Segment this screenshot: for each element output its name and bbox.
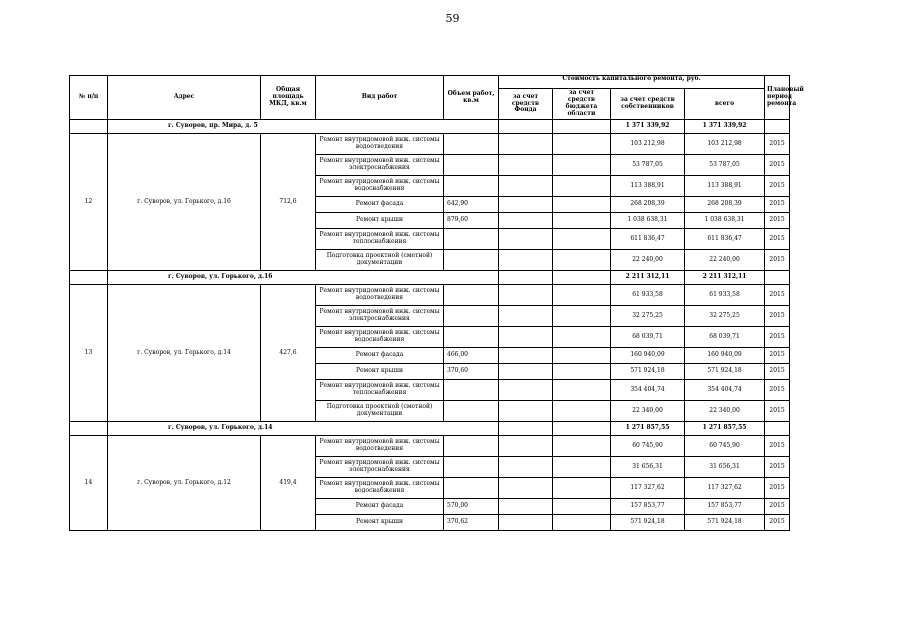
total-cost: 160 940,09	[685, 348, 765, 364]
work-type: Ремонт внутридомовой инж. системы водоотведения	[316, 134, 444, 155]
plan-period: 2015	[765, 515, 790, 531]
budget-cell	[553, 436, 611, 457]
row-area: 419,4	[261, 436, 316, 531]
work-type: Подготовка проектной (сметной) документации	[316, 250, 444, 271]
total-owners: 1 371 339,92	[611, 120, 685, 134]
capital-repair-table	[69, 75, 804, 531]
work-volume: 570,00	[444, 499, 499, 515]
table-row	[70, 134, 790, 155]
header-total: всего	[685, 89, 765, 120]
fund-cell	[499, 499, 553, 515]
owners-cost: 1 038 638,31	[611, 213, 685, 229]
work-volume	[444, 134, 499, 155]
work-volume	[444, 306, 499, 327]
fund-cell	[499, 478, 553, 499]
work-volume: 642,90	[444, 197, 499, 213]
work-type: Ремонт внутридомовой инж. системы водоотведения	[316, 285, 444, 306]
plan-period: 2015	[765, 327, 790, 348]
work-volume	[444, 457, 499, 478]
budget-cell	[553, 457, 611, 478]
fund-cell	[499, 155, 553, 176]
work-type: Ремонт внутридомовой инж. системы теплоснабжения	[316, 380, 444, 401]
owners-cost: 32 275,25	[611, 306, 685, 327]
owners-cost: 571 924,18	[611, 364, 685, 380]
row-area: 427,6	[261, 285, 316, 422]
budget-cell	[553, 348, 611, 364]
header-budget: за счет средств бюджета области	[553, 89, 611, 120]
fund-cell	[499, 229, 553, 250]
plan-period: 2015	[765, 436, 790, 457]
work-type: Ремонт внутридомовой инж. системы электроснабжения	[316, 457, 444, 478]
work-type: Ремонт крыши	[316, 515, 444, 531]
work-type: Ремонт фасада	[316, 499, 444, 515]
owners-cost: 160 940,09	[611, 348, 685, 364]
budget-cell	[553, 197, 611, 213]
header-no: № п/п	[70, 76, 108, 120]
total-cost: 571 924,18	[685, 515, 765, 531]
work-volume: 466,00	[444, 348, 499, 364]
owners-cost: 571 924,18	[611, 515, 685, 531]
budget-cell	[553, 306, 611, 327]
budget-cell	[553, 155, 611, 176]
fund-cell	[499, 401, 553, 422]
budget-cell	[553, 285, 611, 306]
plan-period: 2015	[765, 197, 790, 213]
fund-cell	[499, 436, 553, 457]
owners-cost: 61 933,58	[611, 285, 685, 306]
fund-cell	[499, 380, 553, 401]
work-volume: 370,62	[444, 515, 499, 531]
plan-period: 2015	[765, 478, 790, 499]
budget-cell	[553, 229, 611, 250]
work-type: Ремонт внутридомовой инж. системы электроснабжения	[316, 306, 444, 327]
owners-cost: 60 745,90	[611, 436, 685, 457]
work-type: Ремонт внутридомовой инж. системы водоснабжения	[316, 327, 444, 348]
work-volume	[444, 229, 499, 250]
plan-period: 2015	[765, 213, 790, 229]
total-row	[70, 422, 790, 436]
work-volume	[444, 155, 499, 176]
fund-cell	[499, 515, 553, 531]
total-cost: 31 656,31	[685, 457, 765, 478]
owners-cost: 268 208,39	[611, 197, 685, 213]
work-type: Ремонт фасада	[316, 348, 444, 364]
total-owners: 1 271 857,55	[611, 422, 685, 436]
budget-cell	[553, 515, 611, 531]
work-volume: 370,60	[444, 364, 499, 380]
total-cost: 68 039,71	[685, 327, 765, 348]
fund-cell	[499, 176, 553, 197]
table-row	[70, 285, 790, 306]
work-type: Ремонт крыши	[316, 213, 444, 229]
owners-cost: 117 327,62	[611, 478, 685, 499]
fund-cell	[499, 327, 553, 348]
work-type: Ремонт внутридомовой инж. системы водоотведения	[316, 436, 444, 457]
budget-cell	[553, 213, 611, 229]
header-work: Вид работ	[316, 76, 444, 120]
header-cost: Стоимость капитального ремонта, руб.	[499, 76, 765, 89]
total-cost: 32 275,25	[685, 306, 765, 327]
page-number: 59	[445, 12, 460, 25]
total-cost: 22 340,00	[685, 401, 765, 422]
total-cost: 22 240,00	[685, 250, 765, 271]
owners-cost: 611 836,47	[611, 229, 685, 250]
total-row	[70, 271, 790, 285]
fund-cell	[499, 457, 553, 478]
total-cost: 117 327,62	[685, 478, 765, 499]
work-type: Ремонт внутридомовой инж. системы водоснабжения	[316, 176, 444, 197]
total-address: г. Суворов, ул. Горького, д.16	[108, 271, 499, 285]
work-volume	[444, 478, 499, 499]
owners-cost: 103 212,98	[611, 134, 685, 155]
plan-period: 2015	[765, 285, 790, 306]
total-sum: 1 271 857,55	[685, 422, 765, 436]
work-volume	[444, 285, 499, 306]
fund-cell	[499, 285, 553, 306]
fund-cell	[499, 197, 553, 213]
fund-cell	[499, 348, 553, 364]
budget-cell	[553, 478, 611, 499]
total-cost: 103 212,98	[685, 134, 765, 155]
total-cost: 611 836,47	[685, 229, 765, 250]
work-volume	[444, 327, 499, 348]
work-volume	[444, 401, 499, 422]
work-type: Ремонт фасада	[316, 197, 444, 213]
budget-cell	[553, 499, 611, 515]
row-address: г. Суворов, ул. Горького, д.16	[108, 134, 261, 271]
total-row	[70, 120, 790, 134]
budget-cell	[553, 250, 611, 271]
plan-period: 2015	[765, 306, 790, 327]
owners-cost: 22 340,00	[611, 401, 685, 422]
plan-period: 2015	[765, 134, 790, 155]
owners-cost: 113 388,91	[611, 176, 685, 197]
budget-cell	[553, 134, 611, 155]
plan-period: 2015	[765, 380, 790, 401]
row-number: 12	[70, 134, 108, 271]
fund-cell	[499, 364, 553, 380]
header-fund: за счет средств Фонда	[499, 89, 553, 120]
plan-period: 2015	[765, 401, 790, 422]
plan-period: 2015	[765, 364, 790, 380]
total-cost: 61 933,58	[685, 285, 765, 306]
work-volume	[444, 436, 499, 457]
work-volume	[444, 380, 499, 401]
total-cost: 60 745,90	[685, 436, 765, 457]
plan-period: 2015	[765, 348, 790, 364]
total-cost: 113 388,91	[685, 176, 765, 197]
owners-cost: 31 656,31	[611, 457, 685, 478]
total-sum: 1 371 339,92	[685, 120, 765, 134]
total-owners: 2 211 312,11	[611, 271, 685, 285]
total-address: г. Суворов, ул. Горького, д.14	[108, 422, 499, 436]
fund-cell	[499, 213, 553, 229]
row-number: 13	[70, 285, 108, 422]
owners-cost: 354 404,74	[611, 380, 685, 401]
work-volume	[444, 250, 499, 271]
owners-cost: 53 787,05	[611, 155, 685, 176]
owners-cost: 22 240,00	[611, 250, 685, 271]
row-area: 712,6	[261, 134, 316, 271]
owners-cost: 68 039,71	[611, 327, 685, 348]
fund-cell	[499, 250, 553, 271]
plan-period: 2015	[765, 499, 790, 515]
header-owners: за счет средств собственников	[611, 89, 685, 120]
total-sum: 2 211 312,11	[685, 271, 765, 285]
work-type: Ремонт крыши	[316, 364, 444, 380]
plan-period: 2015	[765, 229, 790, 250]
budget-cell	[553, 380, 611, 401]
work-volume: 879,60	[444, 213, 499, 229]
budget-cell	[553, 327, 611, 348]
budget-cell	[553, 176, 611, 197]
total-cost: 1 038 638,31	[685, 213, 765, 229]
budget-cell	[553, 364, 611, 380]
owners-cost: 157 853,77	[611, 499, 685, 515]
fund-cell	[499, 306, 553, 327]
plan-period: 2015	[765, 176, 790, 197]
plan-period: 2015	[765, 250, 790, 271]
work-type: Ремонт внутридомовой инж. системы электроснабжения	[316, 155, 444, 176]
row-address: г. Суворов, ул. Горького, д.12	[108, 436, 261, 531]
total-cost: 53 787,05	[685, 155, 765, 176]
table-row	[70, 436, 790, 457]
total-cost: 354 404,74	[685, 380, 765, 401]
row-address: г. Суворов, ул. Горького, д.14	[108, 285, 261, 422]
budget-cell	[553, 401, 611, 422]
header-volume: Объем работ, кв.м	[444, 76, 499, 120]
work-type: Ремонт внутридомовой инж. системы водоснабжения	[316, 478, 444, 499]
row-number: 14	[70, 436, 108, 531]
total-cost: 268 208,39	[685, 197, 765, 213]
work-volume	[444, 176, 499, 197]
work-type: Ремонт внутридомовой инж. системы теплоснабжения	[316, 229, 444, 250]
total-cost: 157 853,77	[685, 499, 765, 515]
header-address: Адрес	[108, 76, 261, 120]
fund-cell	[499, 134, 553, 155]
total-cost: 571 924,18	[685, 364, 765, 380]
total-address: г. Суворов, пр. Мира, д. 5	[108, 120, 499, 134]
plan-period: 2015	[765, 457, 790, 478]
work-type: Подготовка проектной (сметной) документации	[316, 401, 444, 422]
plan-period: 2015	[765, 155, 790, 176]
header-period: Плановый период ремонта	[765, 76, 790, 120]
header-area: Общая площадь МКД, кв.м	[261, 76, 316, 120]
